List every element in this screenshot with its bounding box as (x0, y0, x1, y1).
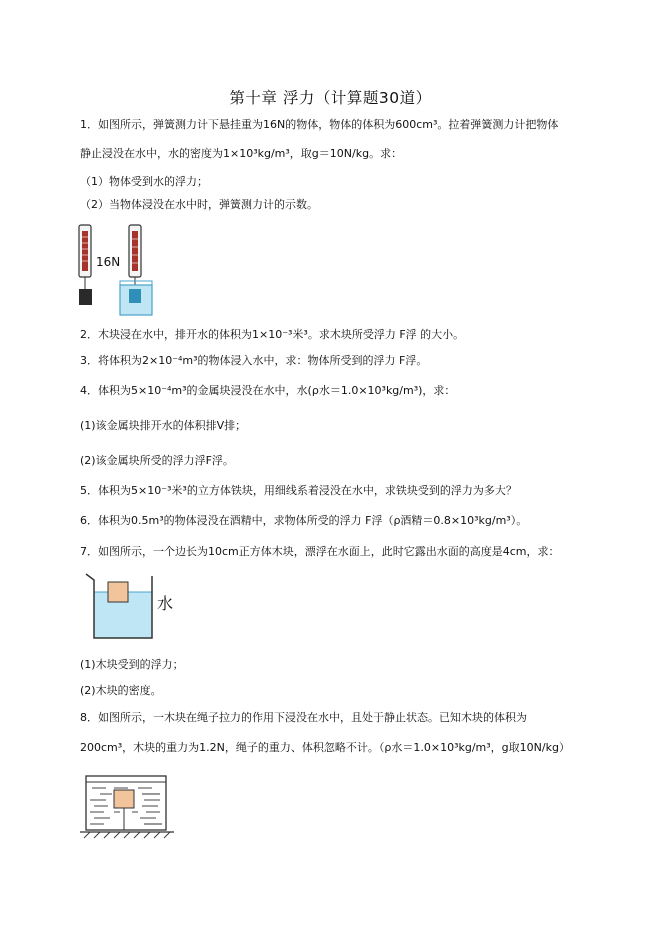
q3-line: 3．将体积为2×10⁻⁴m³的物体浸入水中，求：物体所受到的浮力 F浮。 (80, 354, 428, 367)
q2-line: 2．木块浸在水中，排开水的体积为1×10⁻³米³。求木块所受浮力 F浮 的大小。 (80, 328, 465, 341)
q8-line2: 200cm³，木块的重力为1.2N，绳子的重力、体积忽略不计。（ρ水＝1.0×10³kg/m³，g取10N/kg） (80, 741, 570, 754)
q7-fig-water-label: 水 (157, 594, 174, 613)
q1-sub2: （2）当物体浸没在水中时，弹簧测力计的示数。 (80, 198, 318, 211)
tethered-block-figure (80, 770, 174, 840)
floating-block-figure (82, 570, 154, 642)
q8-line1: 8．如图所示，一木块在绳子拉力的作用下浸没在水中，且处于静止状态。已知木块的体积为 (80, 711, 527, 724)
q7-line: 7．如图所示，一个边长为10cm正方体木块，漂浮在水面上，此时它露出水面的高度是4cm，求： (80, 545, 560, 558)
q6-line: 6．体积为0.5m³的物体浸没在酒精中，求物体所受的浮力 F浮（ρ酒精＝0.8×10³kg/m³）。 (80, 514, 528, 527)
q7-sub2: (2)木块的密度。 (80, 684, 162, 697)
q1-line1: 1．如图所示，弹簧测力计下悬挂重为16N的物体，物体的体积为600cm³。拉着弹簧测力计把物体 (80, 118, 559, 131)
q7-sub1: (1)木块受到的浮力； (80, 658, 184, 671)
q1-sub1: （1）物体受到水的浮力； (80, 175, 208, 188)
q4-line: 4．体积为5×10⁻⁴m³的金属块浸没在水中，水(ρ水＝1.0×10³kg/m³)，求： (80, 384, 456, 397)
q4-sub2: (2)该金属块所受的浮力浮F浮。 (80, 454, 234, 467)
spring-scale-figure (76, 223, 166, 323)
page-title: 第十章 浮力（计算题30道） (229, 89, 432, 107)
q4-sub1: (1)该金属块排开水的体积排V排； (80, 419, 247, 432)
q1-fig-weight-label: 16N (96, 255, 121, 269)
q5-line: 5．体积为5×10⁻³米³的立方体铁块，用细线系着浸没在水中，求铁块受到的浮力为多大？ (80, 484, 517, 497)
q1-line2: 静止浸没在水中，水的密度为1×10³kg/m³，取g＝10N/kg。求： (80, 147, 403, 160)
